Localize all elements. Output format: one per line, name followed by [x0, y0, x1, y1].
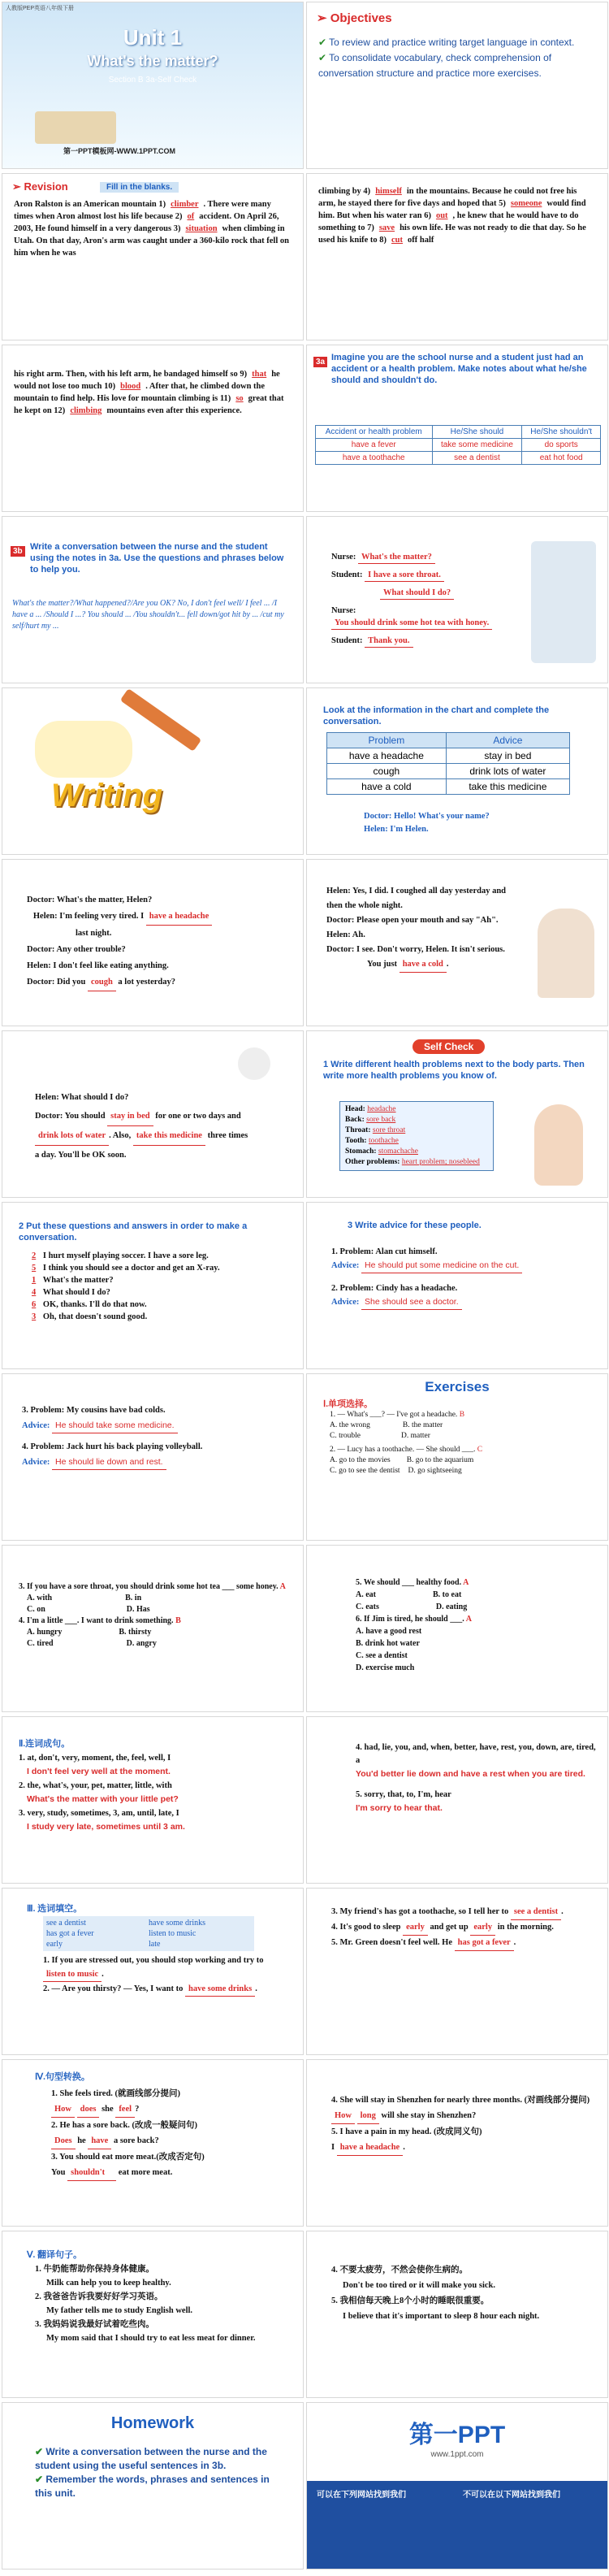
table-cell: see a dentist	[432, 452, 522, 465]
body-part-row: Back: sore back	[345, 1116, 396, 1124]
translation-questions: 1. 牛奶能帮助你保持身体健康。 Milk can help you to keep healthy. 2. 我爸爸告诉我要好好学习英语。 My father tells me to study English well. 3. 我妈妈说我最好试着吃些肉。 My mom said that I should try to eat less meat for dinner.	[35, 2265, 256, 2343]
body-illustration	[534, 1104, 583, 1186]
writing-title: Writing	[51, 778, 163, 813]
self-check-badge: Self Check	[412, 1039, 485, 1054]
problem-line: 4. Problem: Jack hurt his back playing volleyball.	[22, 1442, 203, 1451]
fill-blanks-tag: Fill in the blanks.	[100, 182, 179, 193]
homework-item: ✔ Remember the words, phrases and sentences in this unit.	[35, 2474, 270, 2499]
table-header: Problem	[327, 733, 447, 748]
question: 2. — Lucy has a toothache. — She should ___. C	[330, 1446, 483, 1454]
revision-heading: Revision	[24, 180, 68, 193]
question: 6. If Jim is tired, he should ___. A	[356, 1615, 472, 1624]
dialog-line: last night.	[76, 929, 112, 938]
section-heading: Ⅴ. 翻译句子。	[27, 2250, 83, 2260]
slide-exercises-6	[2, 1888, 304, 2055]
slide-revision-3	[2, 345, 304, 512]
ppt-url[interactable]: www.1ppt.com	[430, 2450, 484, 2459]
slide-writing	[2, 687, 304, 855]
slide-revision-2	[306, 173, 608, 340]
dialog-line: Helen: I don't feel like eating anything.	[27, 961, 169, 970]
check-icon: ✔	[35, 2446, 46, 2457]
body-part-row: Tooth: toothache	[345, 1137, 399, 1145]
word-bank: see a dentist have some drinks has got a fever listen to music early late	[43, 1916, 254, 1951]
table-cell: eat hot food	[522, 452, 601, 465]
nurse-photo	[531, 541, 596, 663]
dialog-line: Helen: Yes, I did. I coughed all day yesterday and then the whole night.	[326, 887, 507, 910]
footer-url: 第一PPT模板网-WWW.1PPT.COM	[63, 147, 175, 155]
task-number-3a: 3a	[313, 357, 327, 367]
dialog-line: Student: I have a sore throat.	[331, 569, 510, 582]
section-heading: Ⅳ.句型转换。	[35, 2072, 90, 2082]
advice-line: Advice: He should lie down and rest.	[22, 1455, 293, 1470]
slide-exercises-5	[306, 1716, 608, 1884]
table-cell: take some medicine	[432, 439, 522, 452]
question: 5. We should ___ healthy food. A	[356, 1578, 469, 1587]
slide-self-check-2	[2, 1202, 304, 1369]
dialog-line: Helen: Ah.	[326, 930, 365, 939]
check-icon: ✔	[318, 37, 330, 48]
dialog-line: Nurse: You should drink some hot tea with honey.	[331, 605, 510, 630]
section-heading: Ⅱ.连词成句。	[19, 1739, 71, 1749]
slide-exercises-1	[306, 1373, 608, 1541]
dialog-line: Student: Thank you.	[331, 635, 510, 648]
table-cell: cough	[327, 764, 447, 779]
advice-line: Advice: He should take some medicine.	[22, 1418, 293, 1433]
slide-exercises-8	[2, 2059, 304, 2227]
revision-passage-2: climbing by 4) himself in the mountains. Because he could not free his arm, he stayed there for five days and hoped that 5) someone would find him. But when his water ran 6) out , he knew that he would have to do something to 7) save his own life. He was not ready to die that day. So he used his knife to 8) cut off half	[318, 187, 586, 245]
task-instruction: 1 Write different health problems next to the body parts. Then write more health problems you know of.	[323, 1060, 585, 1081]
slide-self-check-3	[306, 1202, 608, 1369]
table-cell: do sports	[522, 439, 601, 452]
transform-questions: 4. She will stay in Shenzhen for nearly three months. (对画线部分提问) How long will she stay in Shenzhen? 5. I have a pain in my head. (改成同义句) I have a headache .	[331, 2092, 596, 2156]
task-number-3b: 3b	[11, 546, 25, 557]
found-sites-label: 可以在下列网站找到我们	[317, 2491, 406, 2500]
problem-line: 2. Problem: Cindy has a headache.	[331, 1284, 458, 1293]
lesson-subtitle: What's the matter?	[87, 53, 218, 69]
objectives-heading: Objectives	[330, 11, 392, 25]
body-part-row: Stomach: stomachache	[345, 1147, 418, 1156]
task-instruction: 2 Put these questions and answers in order to make a conversation.	[19, 1221, 248, 1242]
question: 4. I'm a little ___. I want to drink something. B	[19, 1616, 181, 1625]
body-parts-box	[339, 1101, 494, 1171]
dialog-line: You just have a cold .	[326, 957, 521, 973]
table-cell: have a toothache	[316, 452, 433, 465]
dialog-line: Doctor: I see. Don't worry, Helen. It isn't serious.	[326, 945, 505, 954]
homework-item: ✔ Write a conversation between the nurse and the student using the useful sentences in 3b.	[35, 2446, 267, 2471]
dialog-block	[35, 1088, 254, 1164]
dialog-line: Doctor: Did you cough a lot yesterday?	[27, 974, 292, 991]
advice-line: Advice: He should put some medicine on the cut.	[331, 1259, 598, 1273]
order-item: 2 I hurt myself playing soccer. I have a sore leg.	[32, 1251, 209, 1260]
slide-exercises-9	[306, 2059, 608, 2227]
dialog-line: Doctor: Any other trouble?	[27, 945, 126, 954]
slide-dialog-3	[2, 1030, 304, 1198]
mc-questions: 3. If you have a sore throat, you should drink some hot tea ___ some honey. A A. with B. in C. on D. Has 4. I'm a little ___. I want to drink something. B A. hungry B. thirsty C. tired D. angry	[19, 1581, 295, 1650]
hat-illustration	[35, 111, 116, 144]
slide-chart-info	[306, 687, 608, 855]
section-heading: Ⅰ.单项选择。	[323, 1399, 373, 1409]
order-item: 6 OK, thanks. I'll do that now.	[32, 1300, 147, 1309]
order-list	[27, 1250, 293, 1323]
doctor-illustration	[538, 909, 594, 998]
table-header: Accident or health problem	[316, 426, 433, 439]
slide-exercises-4	[2, 1716, 304, 1884]
dialog-line: Helen: What should I do?	[35, 1093, 129, 1102]
dialog-lines	[331, 551, 510, 648]
rabbit-illustration	[238, 1047, 270, 1080]
table-cell: have a fever	[316, 439, 433, 452]
objective-item: ✔ To consolidate vocabulary, check comprehension of conversation structure and practice more exercises.	[318, 52, 552, 79]
table-cell: drink lots of water	[446, 764, 569, 779]
slide-3a	[306, 345, 608, 512]
body-part-row: Other problems: heart problem; nosebleed	[345, 1158, 480, 1166]
task-instruction: Write a conversation between the nurse and the student using the notes in 3a. Use the questions and phrases below to help you.	[30, 542, 284, 575]
order-item: 5 I think you should see a doctor and get an X-ray.	[32, 1264, 220, 1273]
table-cell: stay in bed	[446, 748, 569, 764]
advice-table	[326, 732, 570, 795]
not-found-sites-label: 不可以在以下网站找到我们	[463, 2491, 560, 2500]
problem-line: 3. Problem: My cousins have bad colds.	[22, 1406, 166, 1415]
mc-questions: 5. We should ___ healthy food. A A. eat B. to eat C. eats D. eating 6. If Jim is tired, he should ___. A A. have a good rest B. drink hot water C. see a dentist D. exercise much	[356, 1576, 599, 1674]
body-part-row: Throat: sore throat	[345, 1126, 406, 1134]
task-instruction: 3 Write advice for these people.	[348, 1221, 482, 1230]
slide-dialog-1	[2, 859, 304, 1026]
slide-nurse-dialog	[306, 516, 608, 683]
section-heading: Ⅲ. 选词填空。	[27, 1904, 83, 1914]
arrow-icon: ➢	[12, 180, 24, 193]
problem-line: 1. Problem: Alan cut himself.	[331, 1247, 438, 1256]
slide-3b	[2, 516, 304, 683]
table-header: Advice	[446, 733, 569, 748]
phrase-hints: What's the matter?/What happened?/Are you OK? No, I don't feel well/ I feel ... /I have a ... /Should I ...? You should ... /You shouldn't... fell down/got hit by ... /cut my self/hurt my ...	[12, 599, 284, 631]
table-cell: have a headache	[327, 748, 447, 764]
slide-homework	[2, 2402, 304, 2569]
dialog-line: Doctor: Please open your mouth and say "Ah".	[326, 916, 499, 925]
slide-exercises-7	[306, 1888, 608, 2055]
revision-passage-3: his right arm. Then, with his left arm, he bandaged himself so 9) that he would not lose too much 10) blood . After that, he climbed down the mountain to find help. His love for mountain climbing is 11) so great that he kept on 12) climbing mountains even after this experience.	[14, 370, 284, 415]
task-instruction: Imagine you are the school nurse and a student just had an accident or a health problem. Make notes about what he/she should and shouldn't do.	[331, 353, 587, 385]
advice-line: Advice: She should see a doctor.	[331, 1295, 598, 1310]
writing-cloud	[35, 721, 132, 778]
table-cell: take this medicine	[446, 779, 569, 795]
exercises-title: Exercises	[425, 1379, 490, 1394]
order-item: 3 Oh, that doesn't sound good.	[32, 1312, 148, 1321]
check-icon: ✔	[318, 52, 330, 63]
slide-ad	[306, 2402, 608, 2569]
table-cell: have a cold	[327, 779, 447, 795]
advice-block	[331, 1245, 598, 1310]
notes-table	[315, 425, 601, 465]
dialog-block	[27, 892, 292, 991]
slide-exercises-2	[2, 1545, 304, 1712]
objective-item: ✔ To review and practice writing target language in context.	[318, 37, 575, 48]
dialog-helen: Helen: I'm Helen.	[364, 825, 429, 834]
objectives-list	[318, 35, 598, 81]
mc-questions: 1. — What's ___? — I've got a headache. B A. the wrong B. the matter C. trouble D. matter 2. — Lucy has a toothache. — She should ___. C A. go to the movies B. go to the aquarium C. go to see the dentist D. go sightseeing	[330, 1410, 599, 1477]
slide-exercises-11	[306, 2231, 608, 2398]
table-header: He/She shouldn't	[522, 426, 601, 439]
fill-questions: 3. My friend's has got a toothache, so I tell her to see a dentist . 4. It's good to sleep early and get up early in the morning. 5. Mr. Green doesn't feel well. He has got a fever .	[331, 1905, 596, 1951]
slide-exercises-10	[2, 2231, 304, 2398]
slide-title	[2, 2, 304, 169]
dialog-block	[326, 884, 521, 973]
task-instruction: Look at the information in the chart and complete the conversation.	[323, 705, 550, 726]
dialog-line: What should I do?	[380, 587, 510, 600]
dialog-line: Helen: I'm feeling very tired. I have a headache	[27, 909, 292, 926]
fill-questions: 1. If you are stressed out, you should stop working and try to listen to music . 2. — Are you thirsty? — Yes, I want to have some drinks .	[43, 1954, 292, 1997]
dialog-line: Doctor: What's the matter, Helen?	[27, 896, 153, 904]
ppt-logo: 第一PPT	[408, 2422, 506, 2448]
advice-block	[22, 1403, 293, 1470]
revision-passage-1: Aron Ralston is an American mountain 1) climber . There were many times when Aron almost lost his life because 2) of accident. On April 26, 2003, He found himself in a very dangerous 3) situation when climbing in Utah. On that day, Aron's arm was caught under a 360-kilo rock that fell on him when he was	[14, 200, 289, 258]
dialog-line: Nurse: What's the matter?	[331, 551, 510, 564]
question: 3. If you have a sore throat, you should drink some hot tea ___ some honey. A	[19, 1582, 286, 1591]
unit-title: Unit 1	[123, 25, 183, 50]
slide-self-check-1	[306, 1030, 608, 1198]
slide-dialog-2	[306, 859, 608, 1026]
order-item: 1 What's the matter?	[32, 1276, 114, 1285]
slide-revision-1	[2, 173, 304, 340]
sentence-building: 4. had, lie, you, and, when, better, have, rest, you, down, are, tired, a You'd better lie down and have a rest when you are tired. 5. sorry, that, to, I'm, hear I'm sorry to hear that.	[356, 1743, 596, 1813]
homework-title: Homework	[110, 2414, 195, 2432]
table-header: He/She should	[432, 426, 522, 439]
dialog-doctor: Doctor: Hello! What's your name?	[364, 812, 490, 821]
order-item: 4 What should I do?	[32, 1288, 110, 1297]
arrow-icon: ➢	[317, 11, 330, 25]
slide-self-check-4	[2, 1373, 304, 1541]
sentence-building: 1. at, don't, very, moment, the, feel, well, I I don't feel very well at the moment. 2. the, what's, your, pet, matter, little, with What's the matter with your little pet? 3. very, study, sometimes, 3, am, until, late, I I study very late, sometimes until 3 am.	[19, 1754, 185, 1832]
dialog-line: Doctor: You should stay in bed for one or two days and drink lots of water . Also, take this medicine three times a day. You'll be OK soon.	[35, 1107, 254, 1164]
question: 1. — What's ___? — I've got a headache. B	[330, 1411, 465, 1419]
slide-objectives	[306, 2, 608, 169]
slide-exercises-3	[306, 1545, 608, 1712]
body-part-row: Head: headache	[345, 1105, 396, 1113]
section-label: Section B 3a-Self Check	[108, 76, 197, 85]
brand-label: 人教版PEP英语八年级下册	[6, 6, 75, 11]
check-icon: ✔	[35, 2474, 46, 2485]
homework-list	[35, 2445, 279, 2500]
translation-questions: 4. 不要太疲劳，不然会使你生病的。 Don't be too tired or it will make you sick. 5. 我相信每天晚上8个小时的睡眠很重要。 I believe that it's important to sleep 8 hour each night.	[331, 2266, 540, 2321]
transform-questions: 1. She feels tired. (就画线部分提问) How does she feel ? 2. He has a sore back. (改成一般疑问句) Does he have a sore back? 3. You should eat more meat.(改成否定句) You shouldn't eat more meat.	[51, 2086, 292, 2181]
